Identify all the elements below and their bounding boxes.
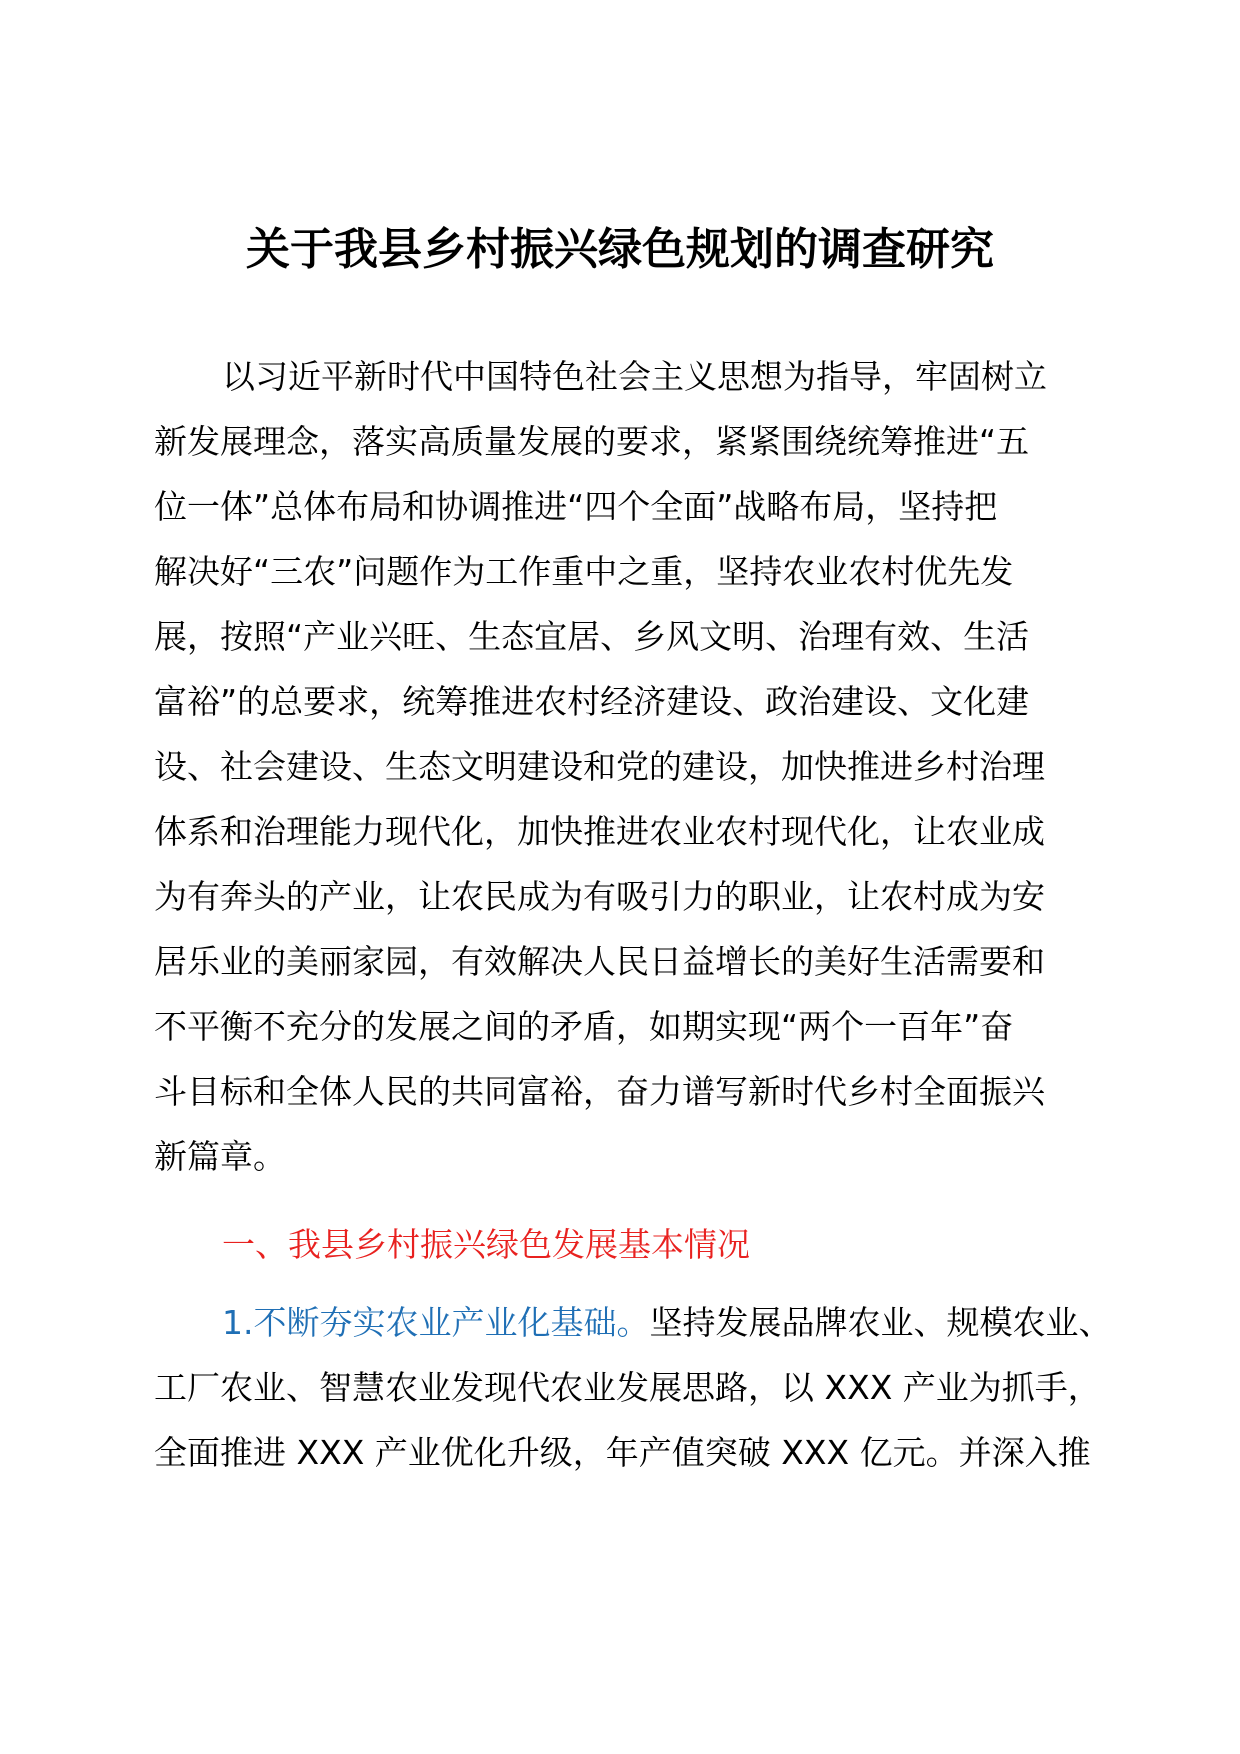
paragraph-line: 位一体”总体布局和协调推进“四个全面”战略布局，坚持把 (154, 487, 998, 526)
paragraph-line: 以习近平新时代中国特色社会主义思想为指导，牢固树立 (222, 357, 1047, 396)
paragraph-line: 全面推进 XXX 产业优化升级，年产值突破 XXX 亿元。并深入推 (154, 1433, 1091, 1472)
paragraph-line: 解决好“三农”问题作为工作重中之重，坚持农业农村优先发 (154, 552, 1014, 591)
subheading: 1.不断夯实农业产业化基础。 (222, 1303, 650, 1342)
paragraph-line: 展，按照“产业兴旺、生态宜居、乡风文明、治理有效、生活 (154, 617, 1030, 656)
paragraph-line: 新篇章。 (154, 1137, 286, 1176)
paragraph-line-text: 坚持发展品牌农业、规模农业、 (649, 1303, 1112, 1342)
paragraph-line: 体系和治理能力现代化，加快推进农业农村现代化，让农业成 (154, 812, 1045, 851)
paragraph-line: 居乐业的美丽家园，有效解决人民日益增长的美好生活需要和 (154, 942, 1045, 981)
paragraph-line: 为有奔头的产业，让农民成为有吸引力的职业，让农村成为安 (154, 877, 1045, 916)
document-title: 关于我县乡村振兴绿色规划的调查研究 (246, 224, 994, 275)
paragraph-line: 不平衡不充分的发展之间的矛盾，如期实现“两个一百年”奋 (154, 1007, 1014, 1046)
paragraph-line: 斗目标和全体人民的共同富裕，奋力谱写新时代乡村全面振兴 (154, 1072, 1045, 1111)
paragraph-first-line (154, 1290, 1114, 1355)
paragraph-line: 新发展理念，落实高质量发展的要求，紧紧围绕统筹推进“五 (154, 422, 1030, 461)
paragraph-line: 设、社会建设、生态文明建设和党的建设，加快推进乡村治理 (154, 747, 1045, 786)
intro-paragraph (154, 344, 1114, 1189)
section-heading: 一、我县乡村振兴绿色发展基本情况 (222, 1225, 750, 1264)
paragraph-line: 富裕”的总要求，统筹推进农村经济建设、政治建设、文化建 (154, 682, 1030, 721)
paragraph-line: 工厂农业、智慧农业发现代农业发展思路，以 XXX 产业为抓手， (154, 1368, 1101, 1407)
section-paragraph (154, 1290, 1114, 1485)
